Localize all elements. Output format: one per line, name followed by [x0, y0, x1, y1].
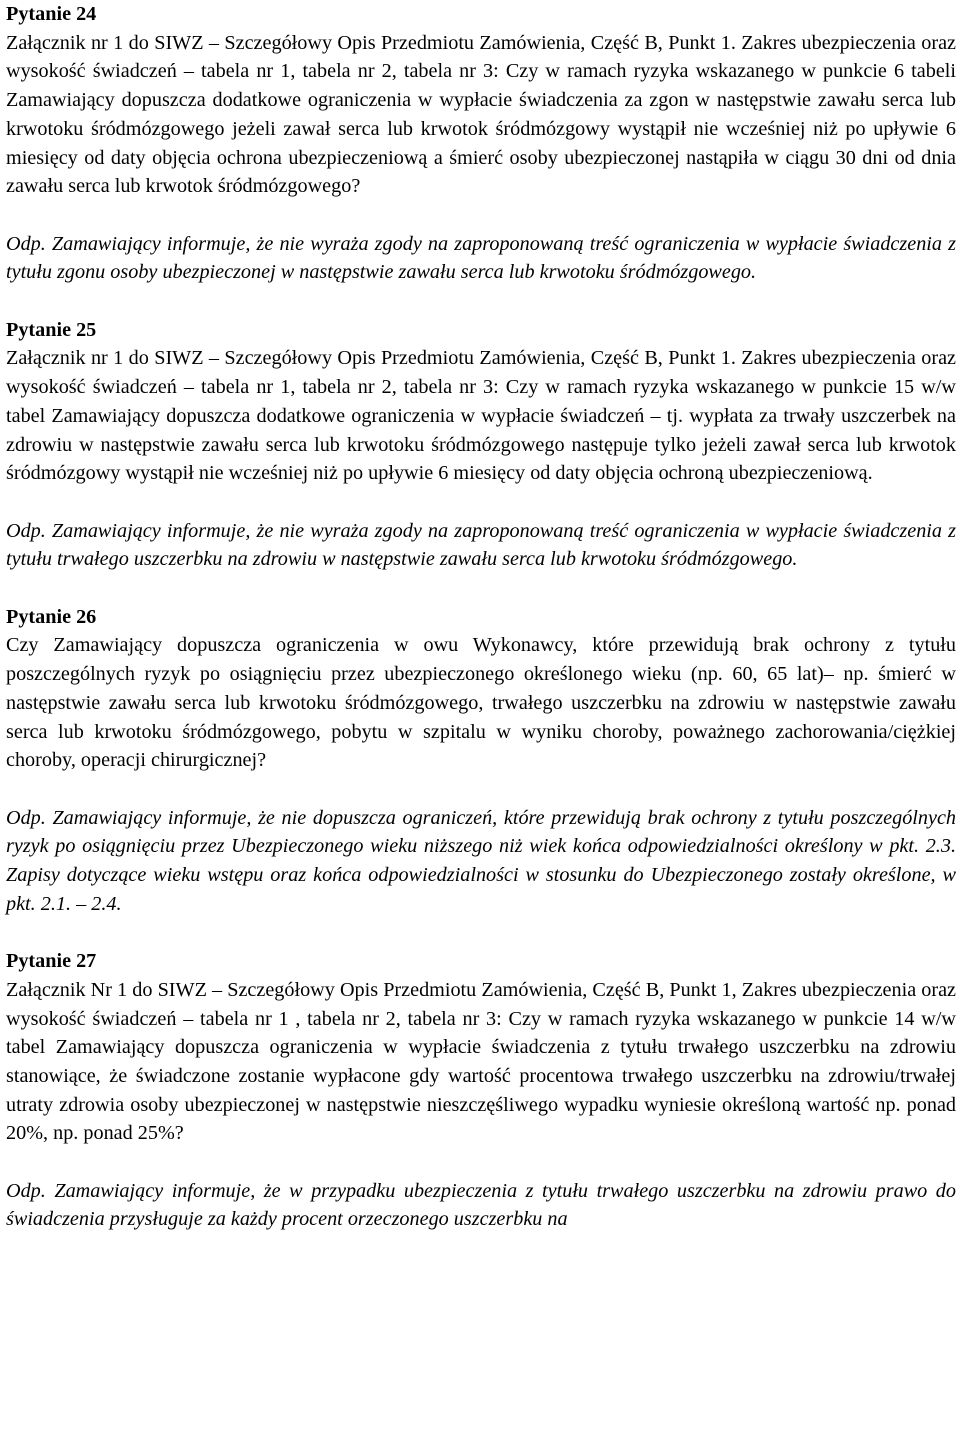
answer-text: Odp. Zamawiający informuje, że nie dopuszcza ograniczeń, które przewidują brak ochrony z tytułu poszczególnych ryzyk po osiągnięciu przez Ubezpieczonego wieku niższego niż wiek końca odpowiedzialności określony w pkt. 2.3. Zapisy dotyczące wieku wstępu oraz końca odpowiedzialności w stosunku do Ubezpieczonego zostały określone, w pkt. 2.1. – 2.4. [6, 806, 956, 915]
document-page [6, 0, 956, 1234]
answer-text: Odp. Zamawiający informuje, że nie wyraża zgody na zaproponowaną treść ograniczenia w wypłacie świadczenia z tytułu trwałego uszczerbku na zdrowiu w następstwie zawału serca lub krwotoku śródmózgowego. [6, 519, 956, 571]
spacer [6, 775, 956, 804]
question-title: Pytanie 24 [6, 3, 97, 25]
question-text: Załącznik nr 1 do SIWZ – Szczegółowy Opis Przedmiotu Zamówienia, Część B, Punkt 1. Zakres ubezpieczenia oraz wysokość świadczeń – tabela nr 1, tabela nr 2, tabela nr 3: Czy w ramach ryzyka wskazanego w punkcie 6 tabeli Zamawiający dopuszcza dodatkowe ograniczenia w wypłacie świadczenia za zgon w następstwie zawału serca lub krwotoku śródmózgowego jeżeli zawał serca lub krwotok śródmózgowy wystąpił nie wcześniej niż po upływie 6 miesięcy od daty objęcia ochrona ubezpieczeniową a śmierć osoby ubezpieczonej nastąpiła w ciągu 30 dni od dnia zawału serca lub krwotok śródmózgowego? [6, 31, 956, 198]
question-title: Pytanie 27 [6, 950, 97, 973]
question-block-24 [6, 0, 956, 287]
question-text: Czy Zamawiający dopuszcza ograniczenia w owu Wykonawcy, które przewidują brak ochrony z tytułu poszczególnych ryzyk po osiągnięciu przez ubezpieczonego określonego wieku (np. 60, 65 lat)– np. śmierć w następstwie zawału serca lub krwotoku śródmózgowego, trwałego uszczerbku na zdrowiu w następstwie zawału serca lub krwotoku śródmózgowego, pobytu w szpitalu w wyniku choroby, poważnego zachorowania/ciężkiej choroby, operacji chirurgicznej? [6, 634, 956, 772]
spacer [6, 574, 956, 603]
question-block-27 [6, 947, 956, 1234]
question-title: Pytanie 25 [6, 318, 97, 341]
question-block-25 [6, 316, 956, 574]
spacer [6, 201, 956, 230]
spacer [6, 287, 956, 316]
question-text: Załącznik nr 1 do SIWZ – Szczegółowy Opis Przedmiotu Zamówienia, Część B, Punkt 1. Zakres ubezpieczenia oraz wysokość świadczeń – tabela nr 1, tabela nr 2, tabela nr 3: Czy w ramach ryzyka wskazanego w punkcie 15 w/w tabel Zamawiający dopuszcza dodatkowe ograniczenia w wypłacie świadczeń – tj. wypłata za trwały uszczerbek na zdrowiu w następstwie zawału serca lub krwotoku śródmózgowego następuje tylko jeżeli zawał serca lub krwotok śródmózgowy wystąpił nie wcześniej niż po upływie 6 miesięcy od daty objęcia ochroną ubezpieczeniową. [6, 347, 956, 485]
spacer [6, 918, 956, 947]
answer-text: Odp. Zamawiający informuje, że w przypadku ubezpieczenia z tytułu trwałego uszczerbku na zdrowiu prawo do świadczenia przysługuje za każdy procent orzeczonego uszczerbku na [6, 1179, 956, 1231]
question-title: Pytanie 26 [6, 605, 97, 628]
question-text: Załącznik Nr 1 do SIWZ – Szczegółowy Opis Przedmiotu Zamówienia, Część B, Punkt 1, Zakres ubezpieczenia oraz wysokość świadczeń – tabela nr 1 , tabela nr 2, tabela nr 3: Czy w ramach ryzyka wskazanego w punkcie 14 w/w tabel Zamawiający dopuszcza ograniczenia w wypłacie świadczenia z tytułu trwałego uszczerbku na zdrowiu stanowiące, że świadczone zostanie wypłacone gdy wartość procentowa trwałego uszczerbku na zdrowiu/trwałej utraty zdrowia osoby ubezpieczonej w następstwie nieszczęśliwego wypadku wyniesie określoną wartość np. ponad 20%, np. ponad 25%? [6, 978, 956, 1145]
answer-text: Odp. Zamawiający informuje, że nie wyraża zgody na zaproponowaną treść ograniczenia w wypłacie świadczenia z tytułu zgonu osoby ubezpieczonej w następstwie zawału serca lub krwotoku śródmózgowego. [6, 232, 956, 284]
question-block-26 [6, 603, 956, 919]
spacer [6, 488, 956, 517]
spacer [6, 1148, 956, 1177]
